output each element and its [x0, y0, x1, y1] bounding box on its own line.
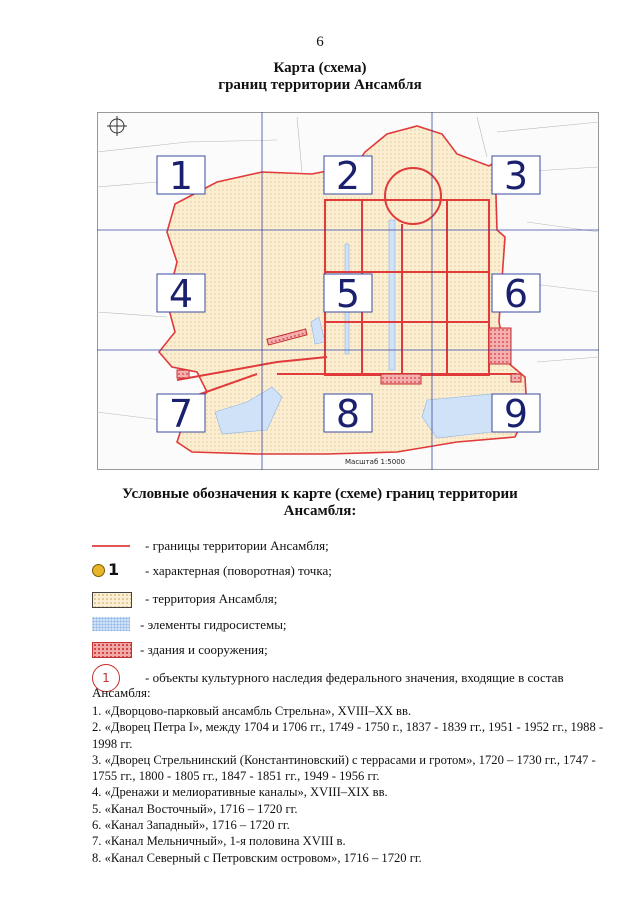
map-title-line1: Карта (схема): [273, 60, 367, 76]
grid-section-4: 4: [168, 272, 194, 316]
grid-section-7: 7: [168, 392, 194, 436]
legend-title-line1: Условные обозначения к карте (схеме) границ территории: [122, 486, 518, 502]
grid-section-6: 6: [503, 272, 529, 316]
territory-map: [97, 112, 599, 470]
legend-point-text: - характерная (поворотная) точка;: [145, 563, 332, 578]
scale-label: Масштаб 1:5000: [345, 458, 406, 466]
legend-point-symbol: [92, 564, 105, 577]
page-number: 6: [316, 34, 324, 50]
heritage-object: 2. «Дворец Петра I», между 1704 и 1706 гг., 1749 - 1750 г., 1837 - 1839 гг., 1951 - 1952 гг., 1988 - 1998 гг.: [92, 720, 604, 751]
grid-section-3: 3: [503, 154, 529, 198]
legend-territory-text: - территория Ансамбля;: [145, 591, 278, 606]
heritage-objects-list: [92, 703, 604, 866]
legend-water-text: - элементы гидросистемы;: [140, 617, 287, 632]
legend-boundary-symbol: [92, 545, 130, 547]
grid-section-5: 5: [335, 272, 361, 316]
legend-territory-symbol: [92, 592, 132, 608]
legend-heritage-text-cont: Ансамбля:: [92, 685, 151, 700]
heritage-object: 4. «Дренажи и мелиоративные каналы», XVIII–XIX вв.: [92, 785, 388, 800]
legend-title-line2: Ансамбля:: [283, 503, 357, 519]
heritage-object: 3. «Дворец Стрельнинский (Константиновский) с террасами и гротом», 1720 – 1730 гг., 1747 - 1755 гг., 1800 - 1805 гг., 1847 - 1851 гг., 1949 - 1956 гг.: [92, 752, 596, 784]
heritage-object: 8. «Канал Северный с Петровским островом», 1716 – 1720 гг.: [92, 850, 422, 865]
legend-point-number: 1: [108, 560, 120, 579]
heritage-object: 7. «Канал Мельничный», 1-я половина XVIII в.: [92, 834, 346, 849]
legend-building-text: - здания и сооружения;: [140, 642, 268, 657]
grid-section-8: 8: [335, 392, 361, 436]
legend-heritage-text: - объекты культурного наследия федерального значения, входящие в состав: [145, 670, 564, 685]
grid-section-2: 2: [335, 154, 361, 198]
heritage-object: 5. «Канал Восточный», 1716 – 1720 гг.: [92, 801, 298, 816]
legend-building-symbol: [92, 642, 132, 658]
map-title: [0, 60, 640, 94]
legend-boundary-text: - границы территории Ансамбля;: [145, 538, 329, 553]
heritage-object: 1. «Дворцово-парковый ансамбль Стрельна», XVIII–XX вв.: [92, 704, 412, 718]
grid-section-9: 9: [503, 392, 529, 436]
legend-heritage-symbol: 1: [92, 664, 120, 692]
legend-water-symbol: [92, 617, 130, 631]
heritage-object: 6. «Канал Западный», 1716 – 1720 гг.: [92, 818, 290, 833]
grid-section-1: 1: [168, 154, 194, 198]
map-title-line2: границ территории Ансамбля: [218, 77, 422, 93]
legend-title: [0, 486, 640, 520]
